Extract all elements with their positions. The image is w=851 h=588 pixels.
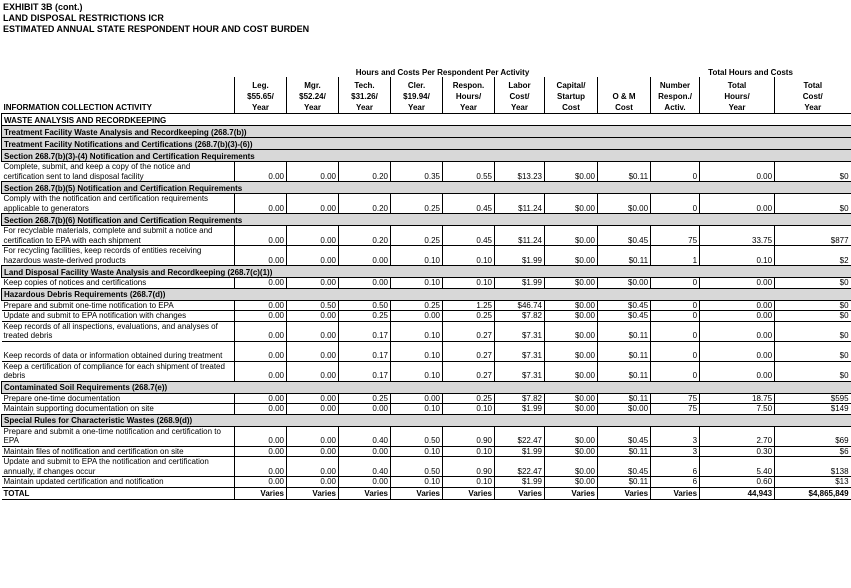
mgr-cell: 0.00 bbox=[287, 361, 339, 381]
number-cell: 0 bbox=[651, 361, 700, 381]
capital-cell: $0.00 bbox=[545, 246, 598, 266]
total-cler: Varies bbox=[391, 487, 443, 499]
capital-cell: $0.00 bbox=[545, 162, 598, 182]
leg-cell: 0.00 bbox=[235, 446, 287, 457]
table-row bbox=[2, 321, 851, 341]
icr-title: LAND DISPOSAL RESTRICTIONS ICR bbox=[3, 13, 164, 23]
hours-cell: 0.10 bbox=[443, 477, 495, 488]
cler-cell: 0.10 bbox=[391, 321, 443, 341]
section-title: Section 268.7(b)(5) Notification and Certification Requirements bbox=[2, 182, 851, 194]
leg-cell: 0.00 bbox=[235, 404, 287, 415]
section-title: Hazardous Debris Requirements (268.7(d)) bbox=[2, 288, 851, 300]
mgr-cell: 0.00 bbox=[287, 194, 339, 214]
mgr-cell: 0.00 bbox=[287, 341, 339, 361]
number-cell: 3 bbox=[651, 426, 700, 446]
column-header-row bbox=[2, 77, 851, 114]
labor-cell: $1.99 bbox=[495, 446, 545, 457]
activity-cell: Maintain files of notification and certification on site bbox=[2, 446, 235, 457]
group-total: Total Hours and Costs bbox=[708, 67, 793, 77]
tech-cell: 0.25 bbox=[339, 311, 391, 322]
activity-cell: Complete, submit, and keep a copy of the notice and certification sent to land disposal facility bbox=[2, 162, 235, 182]
number-cell: 0 bbox=[651, 300, 700, 311]
activity-cell: Update and submit to EPA notification with changes bbox=[2, 311, 235, 322]
labor-cell: $11.24 bbox=[495, 226, 545, 246]
tech-cell: 0.50 bbox=[339, 300, 391, 311]
total-cost-cell: $149 bbox=[775, 404, 851, 415]
om-cell: $0.11 bbox=[598, 446, 651, 457]
cler-cell: 0.50 bbox=[391, 457, 443, 477]
burden-table bbox=[1, 66, 851, 500]
table-title: ESTIMATED ANNUAL STATE RESPONDENT HOUR AND COST BURDEN bbox=[3, 24, 310, 34]
section-header bbox=[2, 138, 851, 150]
leg-cell: 0.00 bbox=[235, 162, 287, 182]
total-hours-cell: 0.00 bbox=[700, 278, 775, 289]
tech-cell: 0.40 bbox=[339, 457, 391, 477]
tech-cell: 0.00 bbox=[339, 446, 391, 457]
cler-cell: 0.10 bbox=[391, 446, 443, 457]
tech-cell: 0.40 bbox=[339, 426, 391, 446]
capital-cell: $0.00 bbox=[545, 321, 598, 341]
number-cell: 75 bbox=[651, 226, 700, 246]
table-row bbox=[2, 311, 851, 322]
table-row bbox=[2, 361, 851, 381]
capital-cell: $0.00 bbox=[545, 477, 598, 488]
mgr-cell: 0.00 bbox=[287, 321, 339, 341]
number-cell: 0 bbox=[651, 311, 700, 322]
hours-cell: 0.10 bbox=[443, 246, 495, 266]
total-cost-cell: $0 bbox=[775, 162, 851, 182]
section-header bbox=[2, 182, 851, 194]
tech-cell: 0.20 bbox=[339, 194, 391, 214]
hours-cell: 0.45 bbox=[443, 226, 495, 246]
section-title: Section 268.7(b)(6) Notification and Certification Requirements bbox=[2, 214, 851, 226]
leg-cell: 0.00 bbox=[235, 226, 287, 246]
om-cell: $0.11 bbox=[598, 477, 651, 488]
labor-cell: $7.31 bbox=[495, 361, 545, 381]
capital-cell: $0.00 bbox=[545, 393, 598, 404]
mgr-cell: 0.50 bbox=[287, 300, 339, 311]
total-hours-cell: 0.00 bbox=[700, 162, 775, 182]
labor-cell: $1.99 bbox=[495, 246, 545, 266]
section-title: Treatment Facility Notifications and Certifications (268.7(b)(3)-(6)) bbox=[2, 138, 851, 150]
table-row bbox=[2, 393, 851, 404]
col-capital: Capital/ Startup Cost bbox=[545, 77, 598, 114]
total-cost-cell: $2 bbox=[775, 246, 851, 266]
section-header bbox=[2, 381, 851, 393]
om-cell: $0.00 bbox=[598, 278, 651, 289]
labor-cell: $22.47 bbox=[495, 426, 545, 446]
total-cost-cell: $138 bbox=[775, 457, 851, 477]
number-cell: 3 bbox=[651, 446, 700, 457]
col-labor: Labor Cost/ Year bbox=[495, 77, 545, 114]
activity-cell: Prepare and submit a one-time notification and certification to EPA bbox=[2, 426, 235, 446]
col-total-hours: Total Hours/ Year bbox=[700, 77, 775, 114]
activity-cell: Update and submit to EPA the notification and certification annually, if changes occur bbox=[2, 457, 235, 477]
hours-cell: 0.10 bbox=[443, 404, 495, 415]
table-row bbox=[2, 162, 851, 182]
group-per-respondent: Hours and Costs Per Respondent Per Activity bbox=[355, 67, 530, 77]
col-leg: Leg. $55.65/ Year bbox=[235, 77, 287, 114]
col-hours: Respon. Hours/ Year bbox=[443, 77, 495, 114]
om-cell: $0.45 bbox=[598, 426, 651, 446]
hours-cell: 0.90 bbox=[443, 457, 495, 477]
col-tech: Tech. $31.26/ Year bbox=[339, 77, 391, 114]
total-cost-cell: $877 bbox=[775, 226, 851, 246]
hours-cell: 0.27 bbox=[443, 341, 495, 361]
om-cell: $0.11 bbox=[598, 361, 651, 381]
om-cell: $0.45 bbox=[598, 457, 651, 477]
total-cost-cell: $0 bbox=[775, 361, 851, 381]
col-number: Number Respon./ Activ. bbox=[651, 77, 700, 114]
labor-cell: $1.99 bbox=[495, 477, 545, 488]
number-cell: 75 bbox=[651, 404, 700, 415]
total-hours-cell: 0.00 bbox=[700, 300, 775, 311]
hours-cell: 0.25 bbox=[443, 393, 495, 404]
cler-cell: 0.50 bbox=[391, 426, 443, 446]
total-hours-cell: 0.00 bbox=[700, 311, 775, 322]
total-hours-cell: 5.40 bbox=[700, 457, 775, 477]
hours-cell: 0.10 bbox=[443, 446, 495, 457]
capital-cell: $0.00 bbox=[545, 341, 598, 361]
tech-cell: 0.25 bbox=[339, 393, 391, 404]
section-header bbox=[2, 150, 851, 162]
activity-cell: Prepare one-time documentation bbox=[2, 393, 235, 404]
cler-cell: 0.10 bbox=[391, 361, 443, 381]
total-label: TOTAL bbox=[2, 487, 235, 499]
labor-cell: $22.47 bbox=[495, 457, 545, 477]
number-cell: 75 bbox=[651, 393, 700, 404]
capital-cell: $0.00 bbox=[545, 361, 598, 381]
hours-cell: 0.10 bbox=[443, 278, 495, 289]
cler-cell: 0.10 bbox=[391, 477, 443, 488]
om-cell: $0.45 bbox=[598, 226, 651, 246]
mgr-cell: 0.00 bbox=[287, 311, 339, 322]
total-hours-cell: 0.00 bbox=[700, 321, 775, 341]
total-hours: Varies bbox=[443, 487, 495, 499]
total-hours-cell: 0.30 bbox=[700, 446, 775, 457]
cler-cell: 0.25 bbox=[391, 194, 443, 214]
capital-cell: $0.00 bbox=[545, 446, 598, 457]
cler-cell: 0.10 bbox=[391, 341, 443, 361]
number-cell: 0 bbox=[651, 321, 700, 341]
total-hours-cell: 0.10 bbox=[700, 246, 775, 266]
table-row bbox=[2, 278, 851, 289]
labor-cell: $7.82 bbox=[495, 393, 545, 404]
activity-cell: Comply with the notification and certification requirements applicable to generators bbox=[2, 194, 235, 214]
table-row bbox=[2, 226, 851, 246]
number-cell: 0 bbox=[651, 278, 700, 289]
section-title: Special Rules for Characteristic Wastes (268.9(d)) bbox=[2, 414, 851, 426]
om-cell: $0.00 bbox=[598, 194, 651, 214]
total-cost-cell: $0 bbox=[775, 194, 851, 214]
leg-cell: 0.00 bbox=[235, 361, 287, 381]
total-total-hours: 44,943 bbox=[700, 487, 775, 499]
tech-cell: 0.20 bbox=[339, 226, 391, 246]
mgr-cell: 0.00 bbox=[287, 457, 339, 477]
section-header bbox=[2, 266, 851, 278]
table-row bbox=[2, 457, 851, 477]
labor-cell: $7.82 bbox=[495, 311, 545, 322]
activity-cell: Keep records of data or information obtained during treatment bbox=[2, 341, 235, 361]
labor-cell: $7.31 bbox=[495, 321, 545, 341]
section-header bbox=[2, 114, 851, 126]
mgr-cell: 0.00 bbox=[287, 246, 339, 266]
total-cost-cell: $0 bbox=[775, 278, 851, 289]
tech-cell: 0.00 bbox=[339, 477, 391, 488]
total-hours-cell: 18.75 bbox=[700, 393, 775, 404]
leg-cell: 0.00 bbox=[235, 311, 287, 322]
capital-cell: $0.00 bbox=[545, 300, 598, 311]
leg-cell: 0.00 bbox=[235, 341, 287, 361]
group-header-row bbox=[2, 66, 851, 77]
total-cost-cell: $6 bbox=[775, 446, 851, 457]
table-row bbox=[2, 446, 851, 457]
mgr-cell: 0.00 bbox=[287, 226, 339, 246]
col-activity: INFORMATION COLLECTION ACTIVITY bbox=[2, 77, 235, 114]
om-cell: $0.45 bbox=[598, 311, 651, 322]
labor-cell: $46.74 bbox=[495, 300, 545, 311]
leg-cell: 0.00 bbox=[235, 477, 287, 488]
exhibit-header bbox=[3, 2, 309, 35]
col-om: O & M Cost bbox=[598, 77, 651, 114]
section-header bbox=[2, 214, 851, 226]
number-cell: 6 bbox=[651, 477, 700, 488]
om-cell: $0.11 bbox=[598, 321, 651, 341]
leg-cell: 0.00 bbox=[235, 194, 287, 214]
activity-cell: Prepare and submit one-time notification to EPA bbox=[2, 300, 235, 311]
cler-cell: 0.10 bbox=[391, 404, 443, 415]
om-cell: $0.00 bbox=[598, 404, 651, 415]
total-hours-cell: 33.75 bbox=[700, 226, 775, 246]
section-title: Section 268.7(b)(3)-(4) Notification and Certification Requirements bbox=[2, 150, 851, 162]
mgr-cell: 0.00 bbox=[287, 393, 339, 404]
hours-cell: 0.45 bbox=[443, 194, 495, 214]
total-cost-cell: $595 bbox=[775, 393, 851, 404]
cler-cell: 0.10 bbox=[391, 278, 443, 289]
table-row bbox=[2, 426, 851, 446]
total-row bbox=[2, 487, 851, 499]
activity-cell: Keep records of all inspections, evaluations, and analyses of treated debris bbox=[2, 321, 235, 341]
leg-cell: 0.00 bbox=[235, 321, 287, 341]
activity-cell: For recyclable materials, complete and submit a notice and certification to EPA with each shipment bbox=[2, 226, 235, 246]
total-hours-cell: 7.50 bbox=[700, 404, 775, 415]
total-hours-cell: 0.00 bbox=[700, 361, 775, 381]
total-cost-cell: $0 bbox=[775, 300, 851, 311]
total-capital: Varies bbox=[545, 487, 598, 499]
table-row bbox=[2, 404, 851, 415]
leg-cell: 0.00 bbox=[235, 393, 287, 404]
total-hours-cell: 0.00 bbox=[700, 194, 775, 214]
total-cost-cell: $0 bbox=[775, 321, 851, 341]
number-cell: 0 bbox=[651, 162, 700, 182]
hours-cell: 0.90 bbox=[443, 426, 495, 446]
capital-cell: $0.00 bbox=[545, 426, 598, 446]
table-row bbox=[2, 194, 851, 214]
cler-cell: 0.00 bbox=[391, 393, 443, 404]
table-row bbox=[2, 477, 851, 488]
om-cell: $0.11 bbox=[598, 393, 651, 404]
tech-cell: 0.17 bbox=[339, 341, 391, 361]
om-cell: $0.45 bbox=[598, 300, 651, 311]
section-header bbox=[2, 414, 851, 426]
hours-cell: 0.55 bbox=[443, 162, 495, 182]
capital-cell: $0.00 bbox=[545, 457, 598, 477]
leg-cell: 0.00 bbox=[235, 457, 287, 477]
total-hours-cell: 2.70 bbox=[700, 426, 775, 446]
tech-cell: 0.17 bbox=[339, 361, 391, 381]
om-cell: $0.11 bbox=[598, 246, 651, 266]
mgr-cell: 0.00 bbox=[287, 404, 339, 415]
cler-cell: 0.35 bbox=[391, 162, 443, 182]
capital-cell: $0.00 bbox=[545, 404, 598, 415]
labor-cell: $7.31 bbox=[495, 341, 545, 361]
capital-cell: $0.00 bbox=[545, 278, 598, 289]
number-cell: 0 bbox=[651, 341, 700, 361]
hours-cell: 0.27 bbox=[443, 361, 495, 381]
leg-cell: 0.00 bbox=[235, 300, 287, 311]
total-cost-cell: $0 bbox=[775, 341, 851, 361]
labor-cell: $1.99 bbox=[495, 404, 545, 415]
section-header bbox=[2, 288, 851, 300]
mgr-cell: 0.00 bbox=[287, 162, 339, 182]
total-hours-cell: 0.00 bbox=[700, 341, 775, 361]
table-row bbox=[2, 246, 851, 266]
hours-cell: 0.25 bbox=[443, 311, 495, 322]
tech-cell: 0.20 bbox=[339, 162, 391, 182]
number-cell: 1 bbox=[651, 246, 700, 266]
total-total-cost: $4,865,849 bbox=[775, 487, 851, 499]
table-row bbox=[2, 300, 851, 311]
cler-cell: 0.25 bbox=[391, 300, 443, 311]
hours-cell: 1.25 bbox=[443, 300, 495, 311]
total-mgr: Varies bbox=[287, 487, 339, 499]
cler-cell: 0.10 bbox=[391, 246, 443, 266]
section-title: WASTE ANALYSIS AND RECORDKEEPING bbox=[2, 114, 851, 126]
mgr-cell: 0.00 bbox=[287, 426, 339, 446]
total-leg: Varies bbox=[235, 487, 287, 499]
activity-cell: Keep a certification of compliance for each shipment of treated debris bbox=[2, 361, 235, 381]
leg-cell: 0.00 bbox=[235, 278, 287, 289]
section-title: Contaminated Soil Requirements (268.7(e)) bbox=[2, 381, 851, 393]
tech-cell: 0.00 bbox=[339, 404, 391, 415]
cler-cell: 0.25 bbox=[391, 226, 443, 246]
labor-cell: $13.23 bbox=[495, 162, 545, 182]
total-tech: Varies bbox=[339, 487, 391, 499]
total-hours-cell: 0.60 bbox=[700, 477, 775, 488]
mgr-cell: 0.00 bbox=[287, 446, 339, 457]
mgr-cell: 0.00 bbox=[287, 477, 339, 488]
section-title: Land Disposal Facility Waste Analysis and Recordkeeping (268.7(c)(1)) bbox=[2, 266, 851, 278]
total-cost-cell: $0 bbox=[775, 311, 851, 322]
col-total-cost: Total Cost/ Year bbox=[775, 77, 851, 114]
total-om: Varies bbox=[598, 487, 651, 499]
activity-cell: Maintain updated certification and notification bbox=[2, 477, 235, 488]
activity-cell: Keep copies of notices and certifications bbox=[2, 278, 235, 289]
table-row bbox=[2, 341, 851, 361]
number-cell: 6 bbox=[651, 457, 700, 477]
tech-cell: 0.00 bbox=[339, 278, 391, 289]
section-title: Treatment Facility Waste Analysis and Recordkeeping (268.7(b)) bbox=[2, 126, 851, 138]
cler-cell: 0.00 bbox=[391, 311, 443, 322]
capital-cell: $0.00 bbox=[545, 226, 598, 246]
col-cler: Cler. $19.94/ Year bbox=[391, 77, 443, 114]
number-cell: 0 bbox=[651, 194, 700, 214]
labor-cell: $11.24 bbox=[495, 194, 545, 214]
total-labor: Varies bbox=[495, 487, 545, 499]
capital-cell: $0.00 bbox=[545, 194, 598, 214]
om-cell: $0.11 bbox=[598, 162, 651, 182]
labor-cell: $1.99 bbox=[495, 278, 545, 289]
leg-cell: 0.00 bbox=[235, 246, 287, 266]
mgr-cell: 0.00 bbox=[287, 278, 339, 289]
tech-cell: 0.00 bbox=[339, 246, 391, 266]
total-cost-cell: $13 bbox=[775, 477, 851, 488]
total-cost-cell: $69 bbox=[775, 426, 851, 446]
leg-cell: 0.00 bbox=[235, 426, 287, 446]
section-header bbox=[2, 126, 851, 138]
activity-cell: Maintain supporting documentation on site bbox=[2, 404, 235, 415]
exhibit-label: EXHIBIT 3B (cont.) bbox=[3, 2, 83, 12]
tech-cell: 0.17 bbox=[339, 321, 391, 341]
hours-cell: 0.27 bbox=[443, 321, 495, 341]
activity-cell: For recycling facilities, keep records of entities receiving hazardous waste-derived products bbox=[2, 246, 235, 266]
om-cell: $0.11 bbox=[598, 341, 651, 361]
col-mgr: Mgr. $52.24/ Year bbox=[287, 77, 339, 114]
total-number: Varies bbox=[651, 487, 700, 499]
capital-cell: $0.00 bbox=[545, 311, 598, 322]
